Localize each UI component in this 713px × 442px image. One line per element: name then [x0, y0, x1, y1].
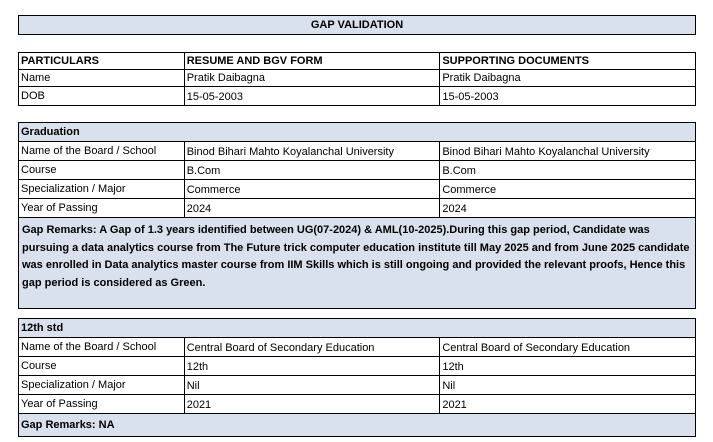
- table-row: [19, 142, 696, 161]
- row-label: Name of the Board / School: [19, 142, 185, 161]
- resume-value: Commerce: [184, 180, 440, 199]
- resume-value: 12th: [184, 357, 440, 376]
- table-row: [19, 395, 696, 414]
- resume-value: Binod Bihari Mahto Koyalanchal University: [184, 142, 440, 161]
- section-label: Graduation: [19, 123, 696, 142]
- document-value: 15-05-2003: [440, 87, 696, 106]
- row-label: Name: [19, 70, 185, 87]
- row-label: Course: [19, 357, 185, 376]
- document-value: Commerce: [440, 180, 696, 199]
- document-value: Pratik Daibagna: [440, 70, 696, 87]
- twelfth-std-table: [18, 318, 696, 437]
- gap-remarks: Gap Remarks: NA: [19, 414, 696, 437]
- gap-remarks-row: [19, 218, 696, 309]
- resume-value: B.Com: [184, 161, 440, 180]
- table-row: [19, 357, 696, 376]
- header-resume-bgv: RESUME AND BGV FORM: [184, 53, 440, 70]
- section-header-graduation: [19, 123, 696, 142]
- table-row: [19, 180, 696, 199]
- document-value: Central Board of Secondary Education: [440, 338, 696, 357]
- document-value: Nil: [440, 376, 696, 395]
- document-value: Binod Bihari Mahto Koyalanchal University: [440, 142, 696, 161]
- table-row: [19, 87, 696, 106]
- page-title: GAP VALIDATION: [18, 15, 696, 35]
- header-supporting-docs: SUPPORTING DOCUMENTS: [440, 53, 696, 70]
- document-value: B.Com: [440, 161, 696, 180]
- row-label: Year of Passing: [19, 395, 185, 414]
- table-row: [19, 70, 696, 87]
- resume-value: Central Board of Secondary Education: [184, 338, 440, 357]
- row-label: Specialization / Major: [19, 376, 185, 395]
- table-header-row: [19, 53, 696, 70]
- table-row: [19, 161, 696, 180]
- row-label: DOB: [19, 87, 185, 106]
- personal-details-table: [18, 52, 696, 106]
- row-label: Specialization / Major: [19, 180, 185, 199]
- graduation-table: [18, 122, 696, 309]
- row-label: Course: [19, 161, 185, 180]
- table-row: [19, 338, 696, 357]
- resume-value: Pratik Daibagna: [184, 70, 440, 87]
- resume-value: Nil: [184, 376, 440, 395]
- row-label: Name of the Board / School: [19, 338, 185, 357]
- section-header-12th: [19, 319, 696, 338]
- table-row: [19, 199, 696, 218]
- document-value: 12th: [440, 357, 696, 376]
- resume-value: 2021: [184, 395, 440, 414]
- gap-remarks-row: [19, 414, 696, 437]
- section-label: 12th std: [19, 319, 696, 338]
- row-label: Year of Passing: [19, 199, 185, 218]
- table-row: [19, 376, 696, 395]
- document-value: 2024: [440, 199, 696, 218]
- resume-value: 15-05-2003: [184, 87, 440, 106]
- document-value: 2021: [440, 395, 696, 414]
- resume-value: 2024: [184, 199, 440, 218]
- gap-remarks: Gap Remarks: A Gap of 1.3 years identified between UG(07-2024) & AML(10-2025).During this gap period, Candidate was pursuing a data analytics course from The Future trick computer education institute till May 2025 and from June 2025 candidate was enrolled in Data analytics master course from IIM Skills which is still ongoing and provided the relevant proofs, Hence this gap period is considered as Green.: [19, 218, 696, 309]
- header-particulars: PARTICULARS: [19, 53, 185, 70]
